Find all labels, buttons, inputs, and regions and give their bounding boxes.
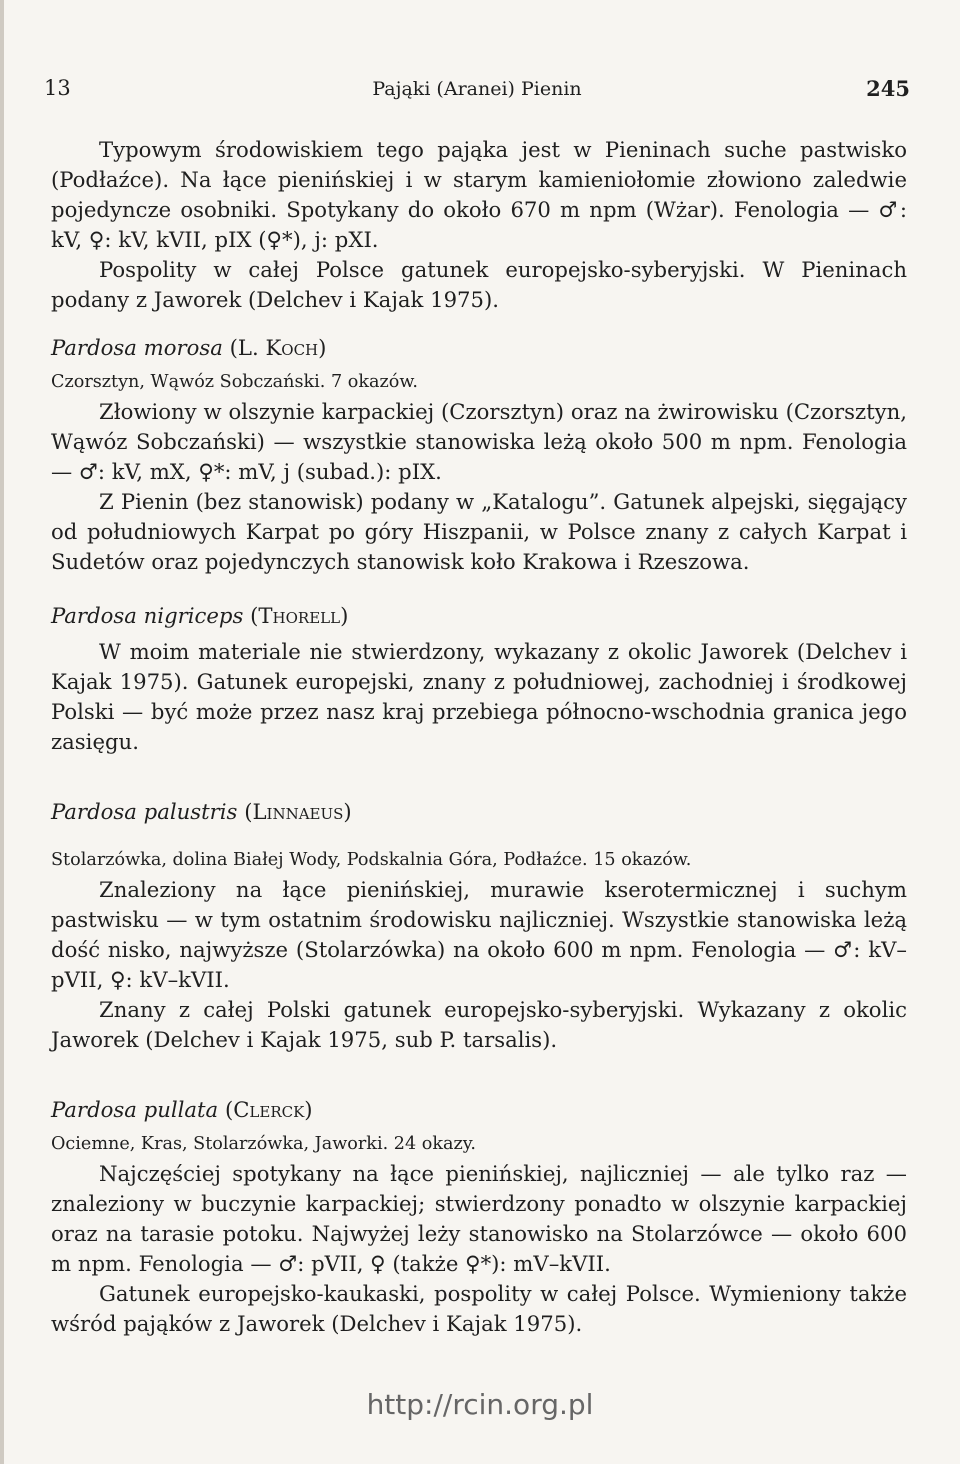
species-epithet: pullata [143, 1097, 219, 1122]
species-heading-morosa [51, 333, 907, 363]
page-header [44, 76, 910, 110]
pullata-paragraph-1: Najczęściej spotykany na łące pienińskiej, najliczniej — ale tylko raz — znaleziony w buczynie karpackiej; stwierdzony ponadto w olszynie karpackiej oraz na tarasie potoku. Najwyżej leży stanowisko na Stolarzówce — około 600 m npm. Fenologia — ♂: pVII, ♀ (także ♀*): mV–kVII. [51, 1161, 907, 1276]
species-author: (Clerck) [224, 1097, 313, 1122]
palustris-paragraph-1: Znaleziony na łące pienińskiej, murawie kserotermicznej i suchym pastwisku — w tym ostatnim środowisku najliczniej. Wszystkie stanowiska leżą dość nisko, najwyższe (Stolarzówka) na około 600 m npm. Fenologia — ♂: kV–pVII, ♀: kV–kVII. [51, 877, 907, 992]
species-author: (Thorell) [250, 603, 349, 628]
species-epithet: morosa [143, 335, 223, 360]
locality-line-palustris: Stolarzówka, dolina Białej Wody, Podskalnia Góra, Podłaźce. 15 okazów. [51, 850, 692, 870]
pullata-paragraph-2: Gatunek europejsko-kaukaski, pospolity w całej Polsce. Wymieniony także wśród pająków z Jaworek (Delchev i Kajak 1975). [51, 1281, 907, 1336]
palustris-paragraph-2: Znany z całej Polski gatunek europejsko-syberyjski. Wykazany z okolic Jaworek (Delchev i Kajak 1975, sub P. tarsalis). [51, 997, 907, 1052]
watermark-url: http://rcin.org.pl [366, 1388, 594, 1421]
species-genus: Pardosa [51, 799, 137, 824]
nigriceps-paragraph-1: W moim materiale nie stwierdzony, wykazany z okolic Jaworek (Delchev i Kajak 1975). Gatunek europejski, znany z południowej, zachodniej i środkowej Polski — być może przez nasz kraj przebiega północno-wschodnia granica jego zasięgu. [51, 639, 907, 754]
running-title: Pająki (Aranei) Pienin [372, 78, 582, 100]
species-genus: Pardosa [51, 1097, 137, 1122]
page-number: 245 [866, 76, 910, 101]
species-epithet: palustris [143, 799, 238, 824]
locality-line-morosa: Czorsztyn, Wąwóz Sobczański. 7 okazów. [51, 372, 418, 392]
intro-paragraph-1: Typowym środowiskiem tego pająka jest w Pieninach suche pastwisko (Podłaźce). Na łące pienińskiej i w starym kamieniołomie złowiono zaledwie pojedyncze osobniki. Spotykany do około 670 m npm (Wżar). Fenologia — ♂: kV, ♀: kV, kVII, pIX (♀*), j: pXI. [51, 137, 907, 252]
species-author: (Linnaeus) [244, 799, 352, 824]
morosa-paragraph-1: Złowiony w olszynie karpackiej (Czorsztyn) oraz na żwirowisku (Czorsztyn, Wąwóz Sobczański) — wszystkie stanowiska leżą około 500 m npm. Fenologia — ♂: kV, mX, ♀*: mV, j (subad.): pIX. [51, 399, 907, 484]
species-heading-pullata [51, 1095, 907, 1125]
species-genus: Pardosa [51, 603, 137, 628]
locality-line-pullata: Ociemne, Kras, Stolarzówka, Jaworki. 24 okazy. [51, 1134, 476, 1154]
species-heading-nigriceps [51, 601, 907, 631]
main-text [51, 135, 907, 1339]
header-section-number: 13 [44, 76, 71, 100]
page-edge [0, 0, 4, 1464]
species-author: (L. Koch) [229, 335, 327, 360]
morosa-paragraph-2: Z Pienin (bez stanowisk) podany w „Katalogu”. Gatunek alpejski, sięgający od południowych Karpat po góry Hiszpanii, w Polsce znany z całych Karpat i Sudetów oraz pojedynczych stanowisk koło Krakowa i Rzeszowa. [51, 489, 907, 574]
species-genus: Pardosa [51, 335, 137, 360]
intro-paragraph-2: Pospolity w całej Polsce gatunek europejsko-syberyjski. W Pieninach podany z Jaworek (Delchev i Kajak 1975). [51, 257, 907, 312]
species-heading-palustris [51, 797, 907, 827]
species-epithet: nigriceps [143, 603, 244, 628]
